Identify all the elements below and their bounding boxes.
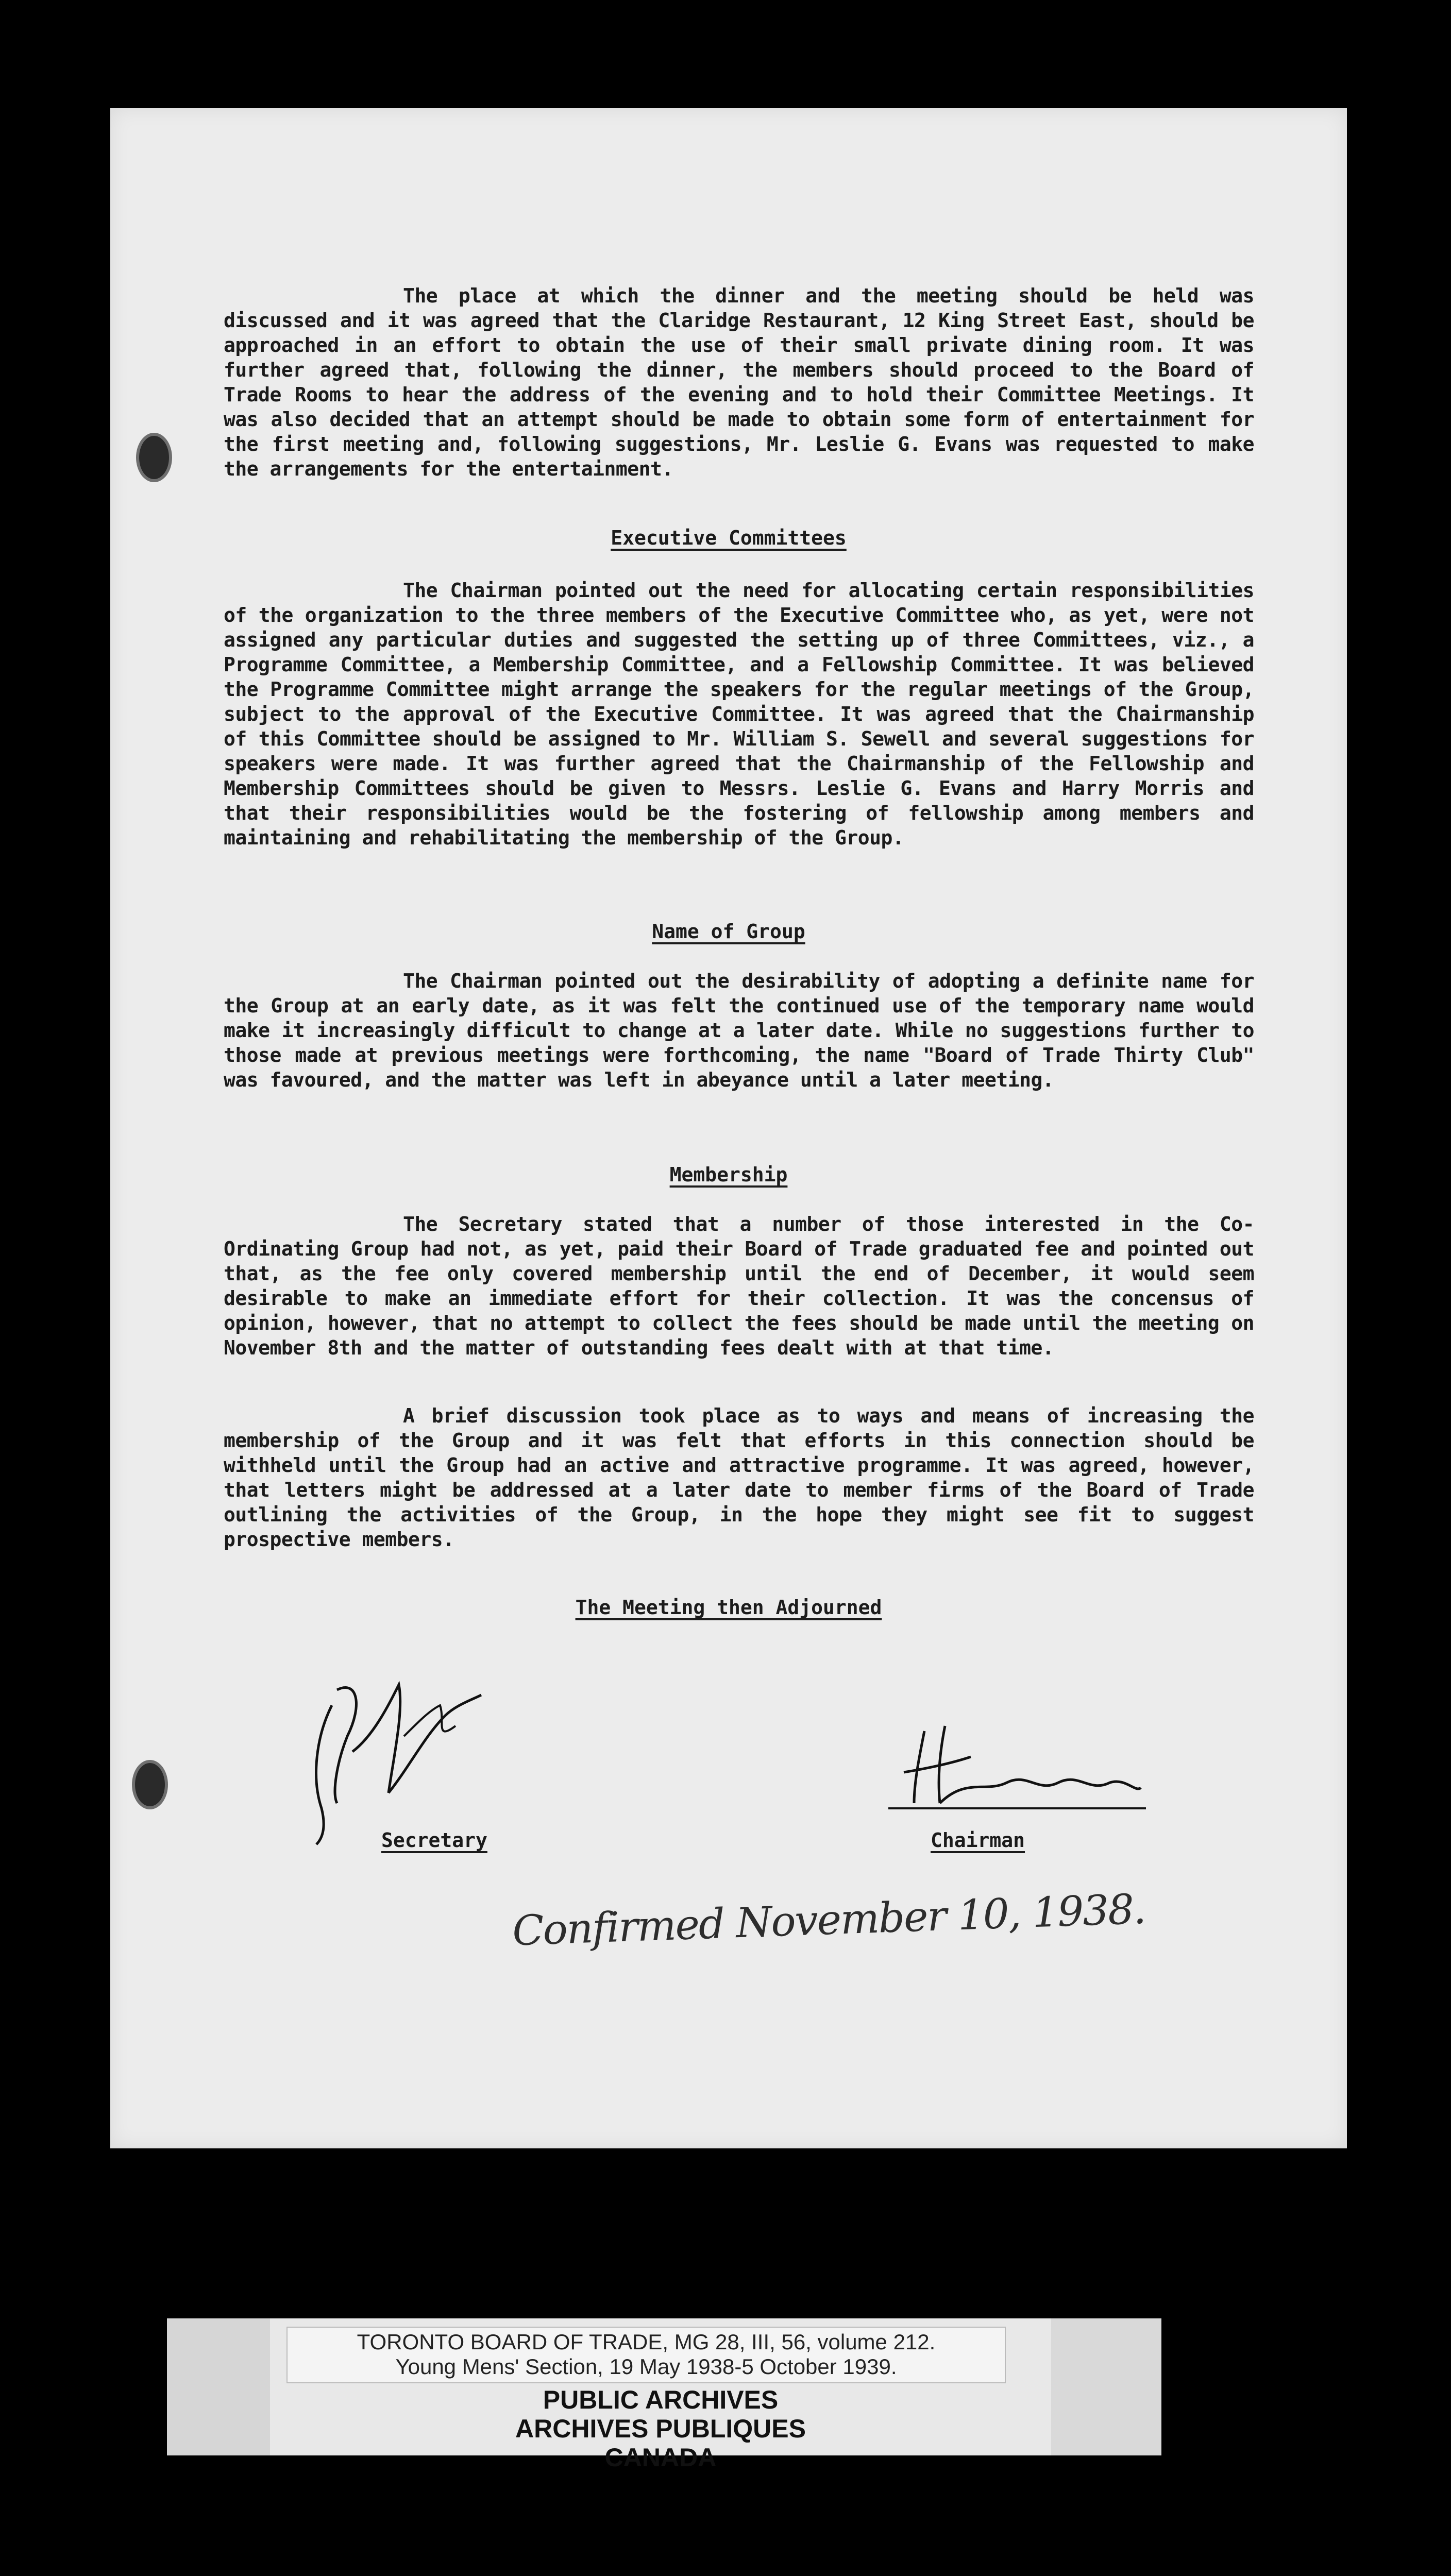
archive-name-fr: ARCHIVES PUBLIQUES bbox=[515, 2414, 806, 2443]
document-page bbox=[110, 108, 1347, 2148]
chairman-signature bbox=[883, 1716, 1151, 1819]
archive-reference-line1: TORONTO BOARD OF TRADE, MG 28, III, 56, volume 212. bbox=[357, 2330, 936, 2354]
paragraph-name-of-group: The Chairman pointed out the desirability of adopting a definite name for the Group at an early date, as it was felt the continued use of the temporary name would make it increasingly difficult to change at a later date. While no suggestions further to those made at previous meetings were forthcoming, the name "Board of Trade Thirty Club" was favoured, and the matter was left in abeyance until a later meeting. bbox=[224, 970, 1254, 1091]
paragraph-executive-committees: The Chairman pointed out the need for allocating certain responsibilities of the organization to the three members of the Executive Committee who, as yet, were not assigned any particular duties and suggested the setting up of three Committees, viz., a Programme Committee, a Membership Committee, and a Fellowship Committee. It was believed the Programme Committee might arrange the speakers for the regular meetings of the Group, subject to the approval of the Executive Committee. It was agreed that the Chairmanship of this Committee should be assigned to Mr. William S. Sewell and several suggestions for speakers were made. It was further agreed that the Chairmanship of the Fellowship and Membership Committees should be given to Messrs. Leslie G. Evans and Harry Morris and that their responsibilities would be the fostering of fellowship among members and maintaining and rehabilitating the membership of the Group. bbox=[224, 579, 1254, 849]
heading-membership: Membership bbox=[669, 1163, 788, 1186]
secretary-label: Secretary bbox=[381, 1829, 487, 1852]
heading-executive-committees: Executive Committees bbox=[611, 527, 847, 549]
punch-hole bbox=[136, 433, 172, 482]
heading-meeting-adjourned: The Meeting then Adjourned bbox=[575, 1596, 882, 1619]
archive-reference-line2: Young Mens' Section, 19 May 1938-5 October 1939. bbox=[395, 2354, 897, 2379]
heading-name-of-group: Name of Group bbox=[652, 920, 805, 943]
punch-hole bbox=[132, 1760, 168, 1809]
archive-country: CANADA bbox=[604, 2443, 717, 2472]
paragraph-venue: The place at which the dinner and the meeting should be held was discussed and it was agreed that the Claridge Restaurant, 12 King Street East, should be approached in an effort to obtain the use of their small private dining room. It was further agreed that, following the dinner, the members should proceed to the Board of Trade Rooms to hear the address of the evening and to hold their Committee Meetings. It was also decided that an attempt should be made to obtain some form of entertainment for the first meeting and, following suggestions, Mr. Leslie G. Evans was requested to make the arrangements for the entertainment. bbox=[224, 284, 1254, 480]
archive-label-tab bbox=[167, 2318, 270, 2455]
chairman-label: Chairman bbox=[931, 1829, 1025, 1852]
archive-name-en: PUBLIC ARCHIVES bbox=[543, 2385, 779, 2414]
secretary-signature bbox=[301, 1674, 486, 1850]
handwritten-confirmation: Confirmed November 10, 1938. bbox=[511, 1885, 1146, 1955]
paragraph-membership-fees: The Secretary stated that a number of those interested in the Co-Ordinating Group had not, as yet, paid their Board of Trade graduated fee and pointed out that, as the fee only covered membership until the end of December, it would seem desirable to make an immediate effort for their collection. It was the concensus of opinion, however, that no attempt to collect the fees should be made until the meeting on November 8th and the matter of outstanding fees dealt with at that time. bbox=[224, 1213, 1254, 1359]
archive-label-tab bbox=[1051, 2318, 1161, 2455]
paragraph-membership-growth: A brief discussion took place as to ways and means of increasing the membership of the Group and it was felt that efforts in this connection should be withheld until the Group had an active and attractive programme. It was agreed, however, that letters might be addressed at a later date to member firms of the Board of Trade outlining the activities of the Group, in the hope they might see fit to suggest prospective members. bbox=[224, 1404, 1254, 1551]
